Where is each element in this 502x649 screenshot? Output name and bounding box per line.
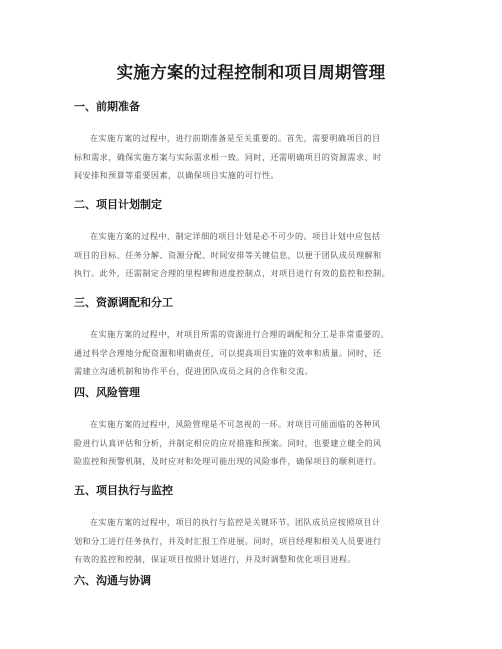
section-4 — [74, 386, 434, 471]
section-2 — [74, 198, 434, 283]
paragraph-line: 在实施方案的过程中，项目的执行与监控是关键环节。团队成员应按照项目计 — [90, 517, 381, 527]
section-paragraph — [74, 227, 434, 283]
paragraph-line: 在实施方案的过程中，制定详细的项目计划是必不可少的。项目计划中应包括 — [90, 231, 381, 241]
section-paragraph — [74, 415, 434, 471]
paragraph-line: 险进行认真评估和分析，并制定相应的应对措施和预案。同时，也要建立健全的风 — [74, 437, 382, 448]
section-heading: 五、项目执行与监控 — [74, 484, 173, 497]
section-heading: 四、风险管理 — [74, 386, 140, 399]
document-title: 实施方案的过程控制和项目周期管理 — [116, 63, 386, 82]
section-1 — [74, 100, 434, 185]
paragraph-line: 在实施方案的过程中，对项目所需的资源进行合理的调配和分工是非常重要的。 — [90, 329, 390, 339]
section-heading: 六、沟通与协调 — [74, 574, 151, 587]
paragraph-line: 执行。此外，还需制定合理的里程碑和进度控制点，对项目进行有效的监控和控制。 — [74, 268, 391, 278]
paragraph-line: 在实施方案的过程中，进行前期准备是至关重要的。首先，需要明确项目的目 — [90, 133, 381, 143]
paragraph-line: 间安排和预算等重要因素，以确保项目实施的可行性。 — [74, 170, 280, 180]
paragraph-line: 需建立沟通机制和协作平台，促进团队成员之间的合作和交流。 — [74, 366, 314, 376]
paragraph-line: 有效的监控和控制，保证项目按照计划进行，并及时调整和优化项目进程。 — [74, 554, 356, 564]
section-paragraph — [74, 325, 434, 381]
section-paragraph — [74, 513, 434, 569]
section-5 — [74, 484, 434, 569]
paragraph-line: 项目的目标、任务分解、资源分配、时间安排等关键信息，以便于团队成员理解和 — [74, 249, 382, 260]
section-heading: 三、资源调配和分工 — [74, 296, 173, 309]
paragraph-line: 在实施方案的过程中，风险管理是不可忽视的一环。对项目可能面临的各种风 — [90, 419, 381, 429]
section-heading: 二、项目计划制定 — [74, 198, 162, 211]
paragraph-line: 险监控和预警机制，及时应对和处理可能出现的风险事件，确保项目的顺利进行。 — [74, 456, 382, 466]
section-6 — [74, 574, 434, 588]
paragraph-line: 划和分工进行任务执行，并及时汇报工作进展。同时，项目经理和相关人员要进行 — [74, 535, 382, 546]
section-3 — [74, 296, 434, 381]
paragraph-line: 通过科学合理地分配资源和明确责任，可以提高项目实施的效率和质量。同时，还 — [74, 347, 382, 358]
section-heading: 一、前期准备 — [74, 100, 140, 113]
paragraph-line: 标和需求，确保实施方案与实际需求相一致。同时，还需明确项目的资源需求、时 — [74, 151, 382, 162]
section-paragraph — [74, 129, 434, 185]
